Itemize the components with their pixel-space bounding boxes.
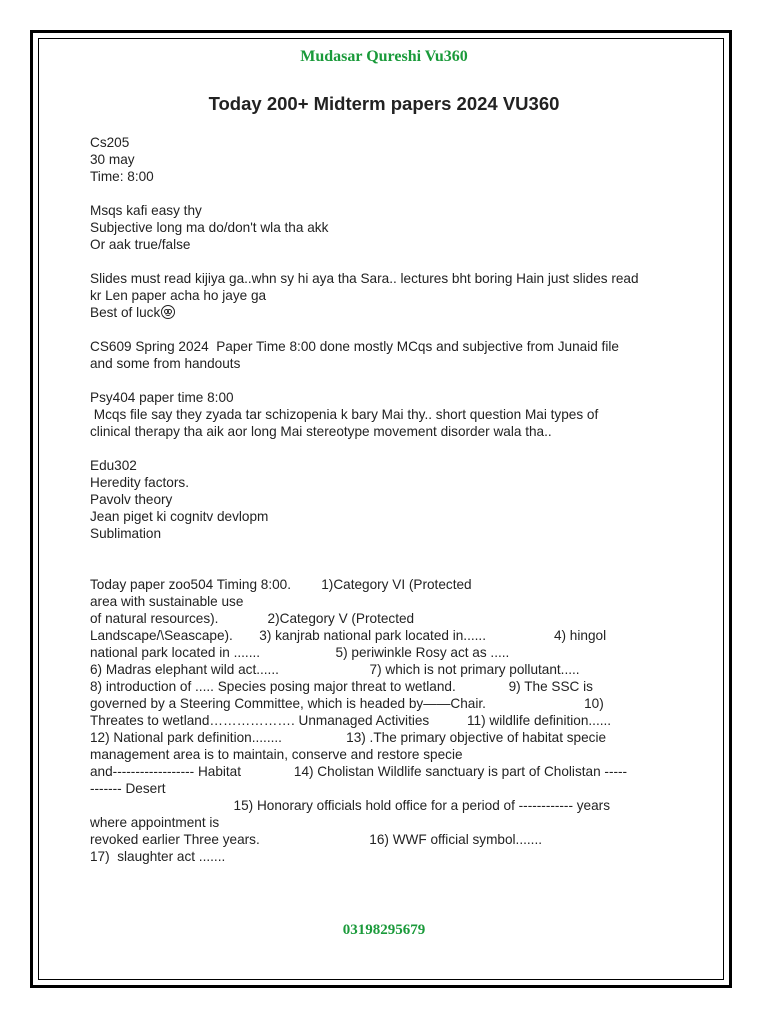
text-line: Heredity factors.: [90, 475, 189, 490]
text-line: Today paper zoo504 Timing 8:00. 1)Category VI (Protected: [90, 577, 472, 592]
text-line: national park located in ....... 5) periwinkle Rosy act as .....: [90, 645, 510, 660]
text-line: management area is to maintain, conserve and restore specie: [90, 747, 463, 762]
slides-block: [90, 270, 690, 321]
text-line: 30 may: [90, 152, 135, 167]
text-line: Subjective long ma do/don't wla tha akk: [90, 220, 329, 235]
text-line: Mcqs file say they zyada tar schizopenia k bary Mai thy.. short question Mai types of: [90, 407, 599, 422]
zoo504-block: [90, 576, 690, 865]
text-line: kr Len paper acha ho jaye ga: [90, 288, 267, 303]
text-line: revoked earlier Three years. 16) WWF official symbol.......: [90, 832, 542, 847]
text-line: Or aak true/false: [90, 237, 191, 252]
text-line: where appointment is: [90, 815, 220, 830]
best-of-luck-line: [90, 304, 690, 321]
text-line: Time: 8:00: [90, 169, 154, 184]
text-line: 17) slaughter act .......: [90, 849, 226, 864]
msqs-block: [90, 202, 690, 253]
text-line: 15) Honorary officials hold office for a period of ------------ years: [90, 798, 610, 813]
text-line: governed by a Steering Committee, which is headed by——Chair. 10): [90, 696, 604, 711]
author-header: Mudasar Qureshi Vu360: [300, 48, 468, 65]
text-line: and some from handouts: [90, 356, 241, 371]
text-line: clinical therapy tha aik aor long Mai stereotype movement disorder wala tha..: [90, 424, 552, 439]
text-line: CS609 Spring 2024 Paper Time 8:00 done mostly MCqs and subjective from Junaid file: [90, 339, 619, 354]
text-line: Landscape/\Seascape). 3) kanjrab national park located in...... 4) hingol: [90, 628, 607, 643]
cs609-block: [90, 338, 690, 372]
best-of-luck-text: Best of luck: [90, 305, 161, 320]
text-line: Threates to wetland………………. Unmanaged Activities 11) wildlife definition......: [90, 713, 612, 728]
text-line: Psy404 paper time 8:00: [90, 390, 234, 405]
text-line: 6) Madras elephant wild act...... 7) which is not primary pollutant.....: [90, 662, 580, 677]
footer-phone: 03198295679: [342, 922, 426, 938]
text-line: 12) National park definition........ 13) .The primary objective of habitat specie: [90, 730, 607, 745]
text-line: and------------------ Habitat 14) Cholistan Wildlife sanctuary is part of Cholistan -----: [90, 764, 628, 779]
text-line: of natural resources). 2)Category V (Protected: [90, 611, 415, 626]
page-title: Today 200+ Midterm papers 2024 VU360: [208, 93, 560, 114]
smiling-face-icon: [161, 305, 175, 319]
text-line: area with sustainable use: [90, 594, 244, 609]
text-line: Edu302: [90, 458, 137, 473]
psy404-block: [90, 389, 690, 440]
text-line: Pavolv theory: [90, 492, 173, 507]
document-body: [90, 134, 690, 882]
text-line: ------- Desert: [90, 781, 166, 796]
edu302-block: [90, 457, 690, 542]
cs205-block: [90, 134, 690, 185]
text-line: Slides must read kijiya ga..whn sy hi aya tha Sara.. lectures bht boring Hain just slides read: [90, 271, 639, 286]
text-line: Msqs kafi easy thy: [90, 203, 202, 218]
text-line: Sublimation: [90, 526, 162, 541]
text-line: Cs205: [90, 135, 130, 150]
text-line: Jean piget ki cognitv devlopm: [90, 509, 269, 524]
text-line: 8) introduction of ..... Species posing major threat to wetland. 9) The SSC is: [90, 679, 593, 694]
